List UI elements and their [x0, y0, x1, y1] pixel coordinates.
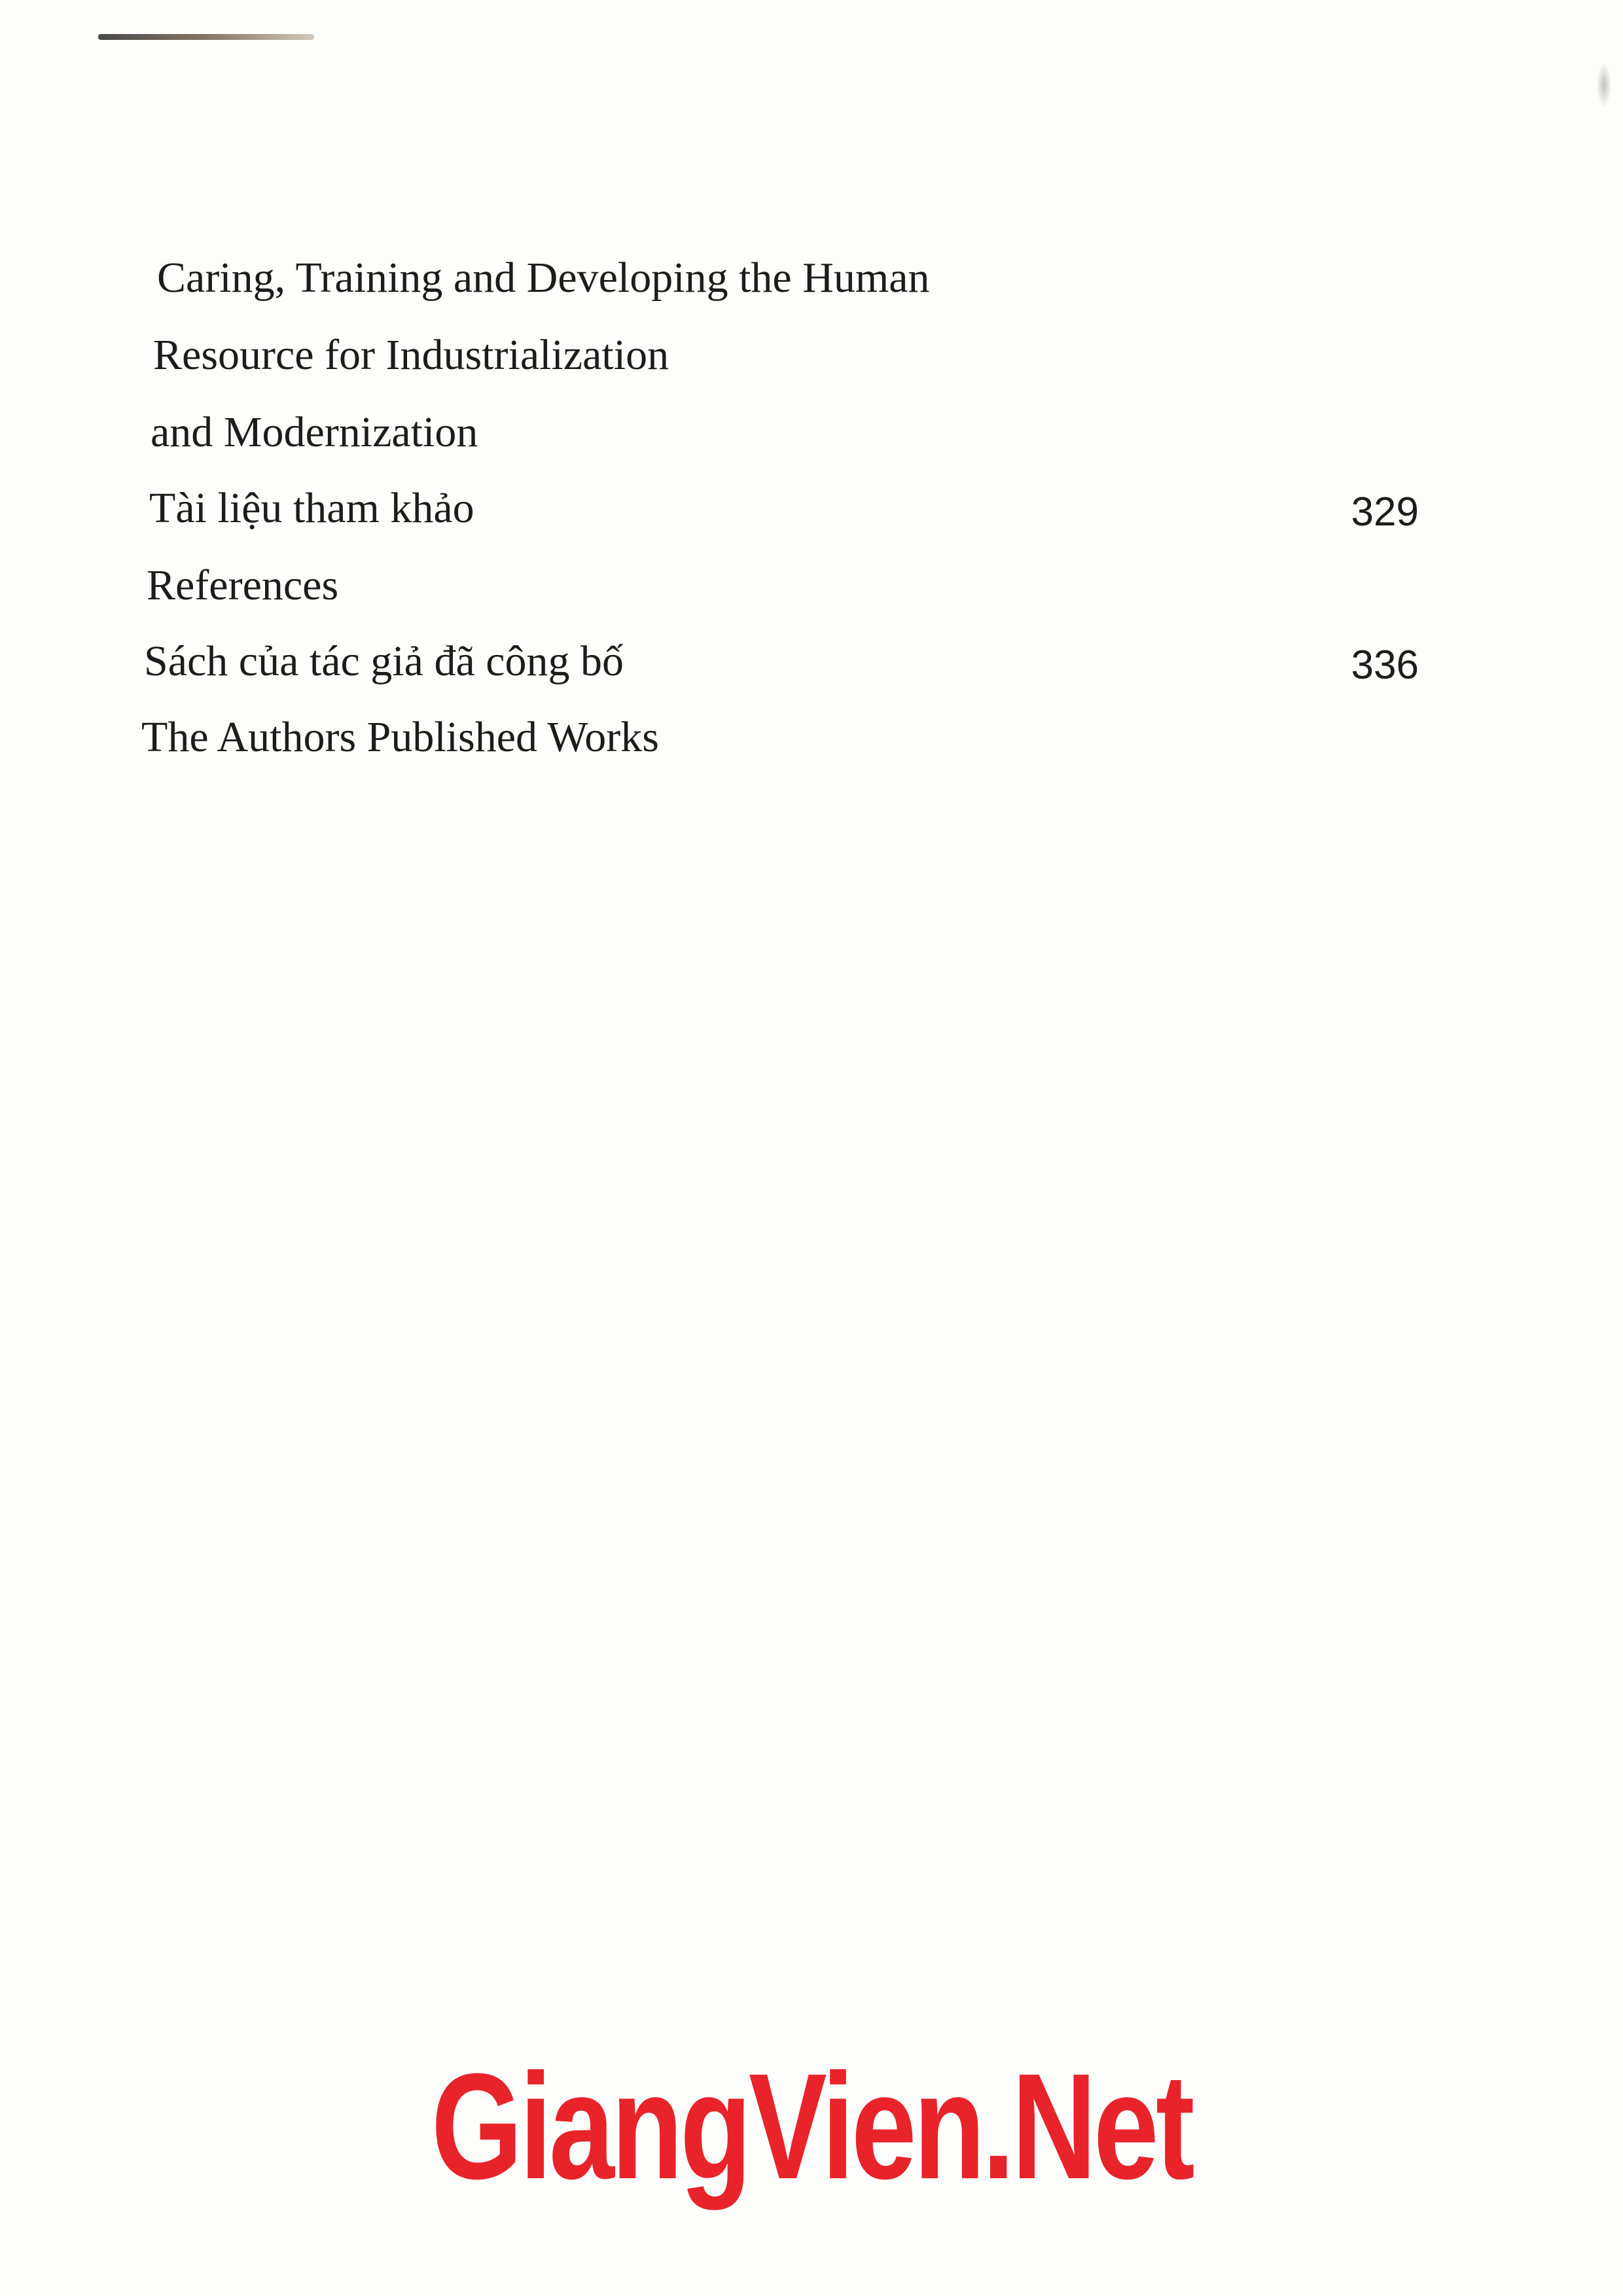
toc-entry-text: References [147, 561, 339, 609]
toc-entry-text: Caring, Training and Developing the Human [157, 254, 930, 302]
watermark-logo: GiangVien.Net [431, 2042, 1192, 2210]
toc-page-number: 329 [1351, 489, 1419, 535]
toc-entry-text: and Modernization [151, 408, 478, 456]
scan-edge-mark [98, 34, 314, 40]
scan-speck [1597, 62, 1611, 108]
toc-entry-text: Tài liệu tham khảo [149, 484, 474, 532]
toc-page-number: 336 [1351, 643, 1419, 688]
toc-entry-text: Sách của tác giả đã công bố [144, 637, 624, 685]
toc-entry-text: The Authors Published Works [141, 713, 659, 761]
toc-entry-text: Resource for Industrialization [153, 331, 669, 379]
